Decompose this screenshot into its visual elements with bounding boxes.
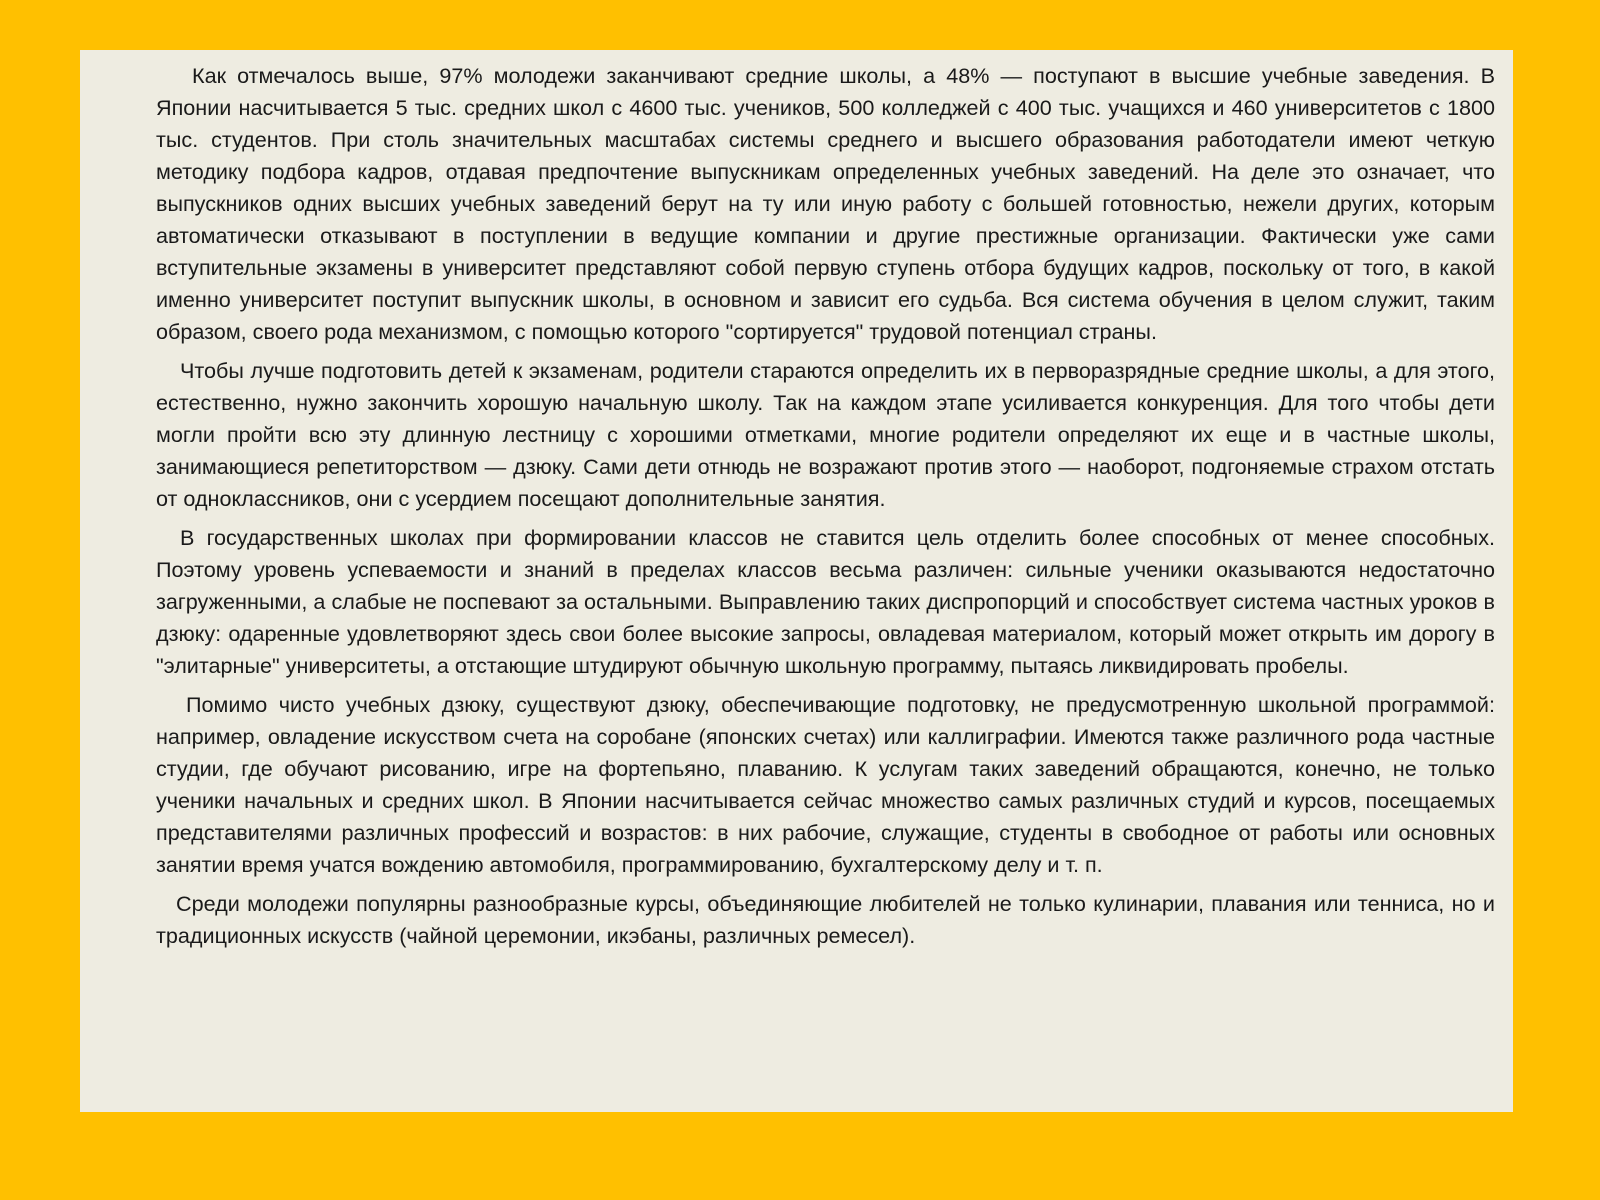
paragraph-3: В государственных школах при формировании классов не ставится цель отделить более способных от менее способных. Поэтому уровень успеваемости и знаний в пределах классов весьма различен: сильные ученики оказываются недостаточно загруженными, а слабые не поспевают за остальными. Выправлению таких диспропорций и способствует система частных уроков в дзюку: одаренные удовлетворяют здесь свои более высокие запросы, овладевая материалом, который может открыть им дорогу в "элитарные" университеты, а отстающие штудируют обычную школьную программу, пытаясь ликвидировать пробелы. (156, 525, 1495, 678)
paragraph-4: Помимо чисто учебных дзюку, существуют дзюку, обеспечивающие подготовку, не предусмотренную школьной программой: например, овладение искусством счета на соробане (японских счетах) или каллиграфии. Имеются также различного рода частные студии, где обучают рисованию, игре на фортепьяно, плаванию. К услугам таких заведений обращаются, конечно, не только ученики начальных и средних школ. В Японии насчитывается сейчас множество самых различных студий и курсов, посещаемых представителями различных профессий и возрастов: в них рабочие, служащие, студенты в свободное от работы или основных занятии время учатся вождению автомобиля, программированию, бухгалтерскому делу и т. п. (156, 692, 1495, 877)
paragraph-5: Среди молодежи популярны разнообразные курсы, объединяющие любителей не только кулинарии, плавания или тенниса, но и традиционных искусств (чайной церемонии, икэбаны, различных ремесел). (156, 891, 1495, 948)
paragraph-2: Чтобы лучше подготовить детей к экзаменам, родители стараются определить их в перворазрядные средние школы, а для этого, естественно, нужно закончить хорошую начальную школу. Так на каждом этапе усиливается конкуренция. Для того чтобы дети могли пройти всю эту длинную лестницу с хорошими отметками, многие родители определяют их еще и в частные школы, занимающиеся репетиторством — дзюку. Сами дети отнюдь не возражают против этого — наоборот, подгоняемые страхом отстать от одноклассников, они с усердием посещают дополнительные занятия. (156, 358, 1495, 511)
text-panel (80, 50, 1513, 1112)
paragraph-1: Как отмечалось выше, 97% молодежи заканчивают средние школы, а 48% — поступают в высшие учебные заведения. В Японии насчитывается 5 тыс. средних школ с 4600 тыс. учеников, 500 колледжей с 400 тыс. учащихся и 460 университетов с 1800 тыс. студентов. При столь значительных масштабах системы среднего и высшего образования работодатели имеют четкую методику подбора кадров, отдавая предпочтение выпускникам определенных учебных заведений. На деле это означает, что выпускников одних высших учебных заведений берут на ту или иную работу с большей готовностью, нежели других, которым автоматически отказывают в поступлении в ведущие компании и другие престижные организации. Фактически уже сами вступительные экзамены в университет представляют собой первую ступень отбора будущих кадров, поскольку от того, в какой именно университет поступит выпускник школы, в основном и зависит его судьба. Вся система обучения в целом служит, таким образом, своего рода механизмом, с помощью которого "сортируется" трудовой потенциал страны. (156, 63, 1495, 344)
